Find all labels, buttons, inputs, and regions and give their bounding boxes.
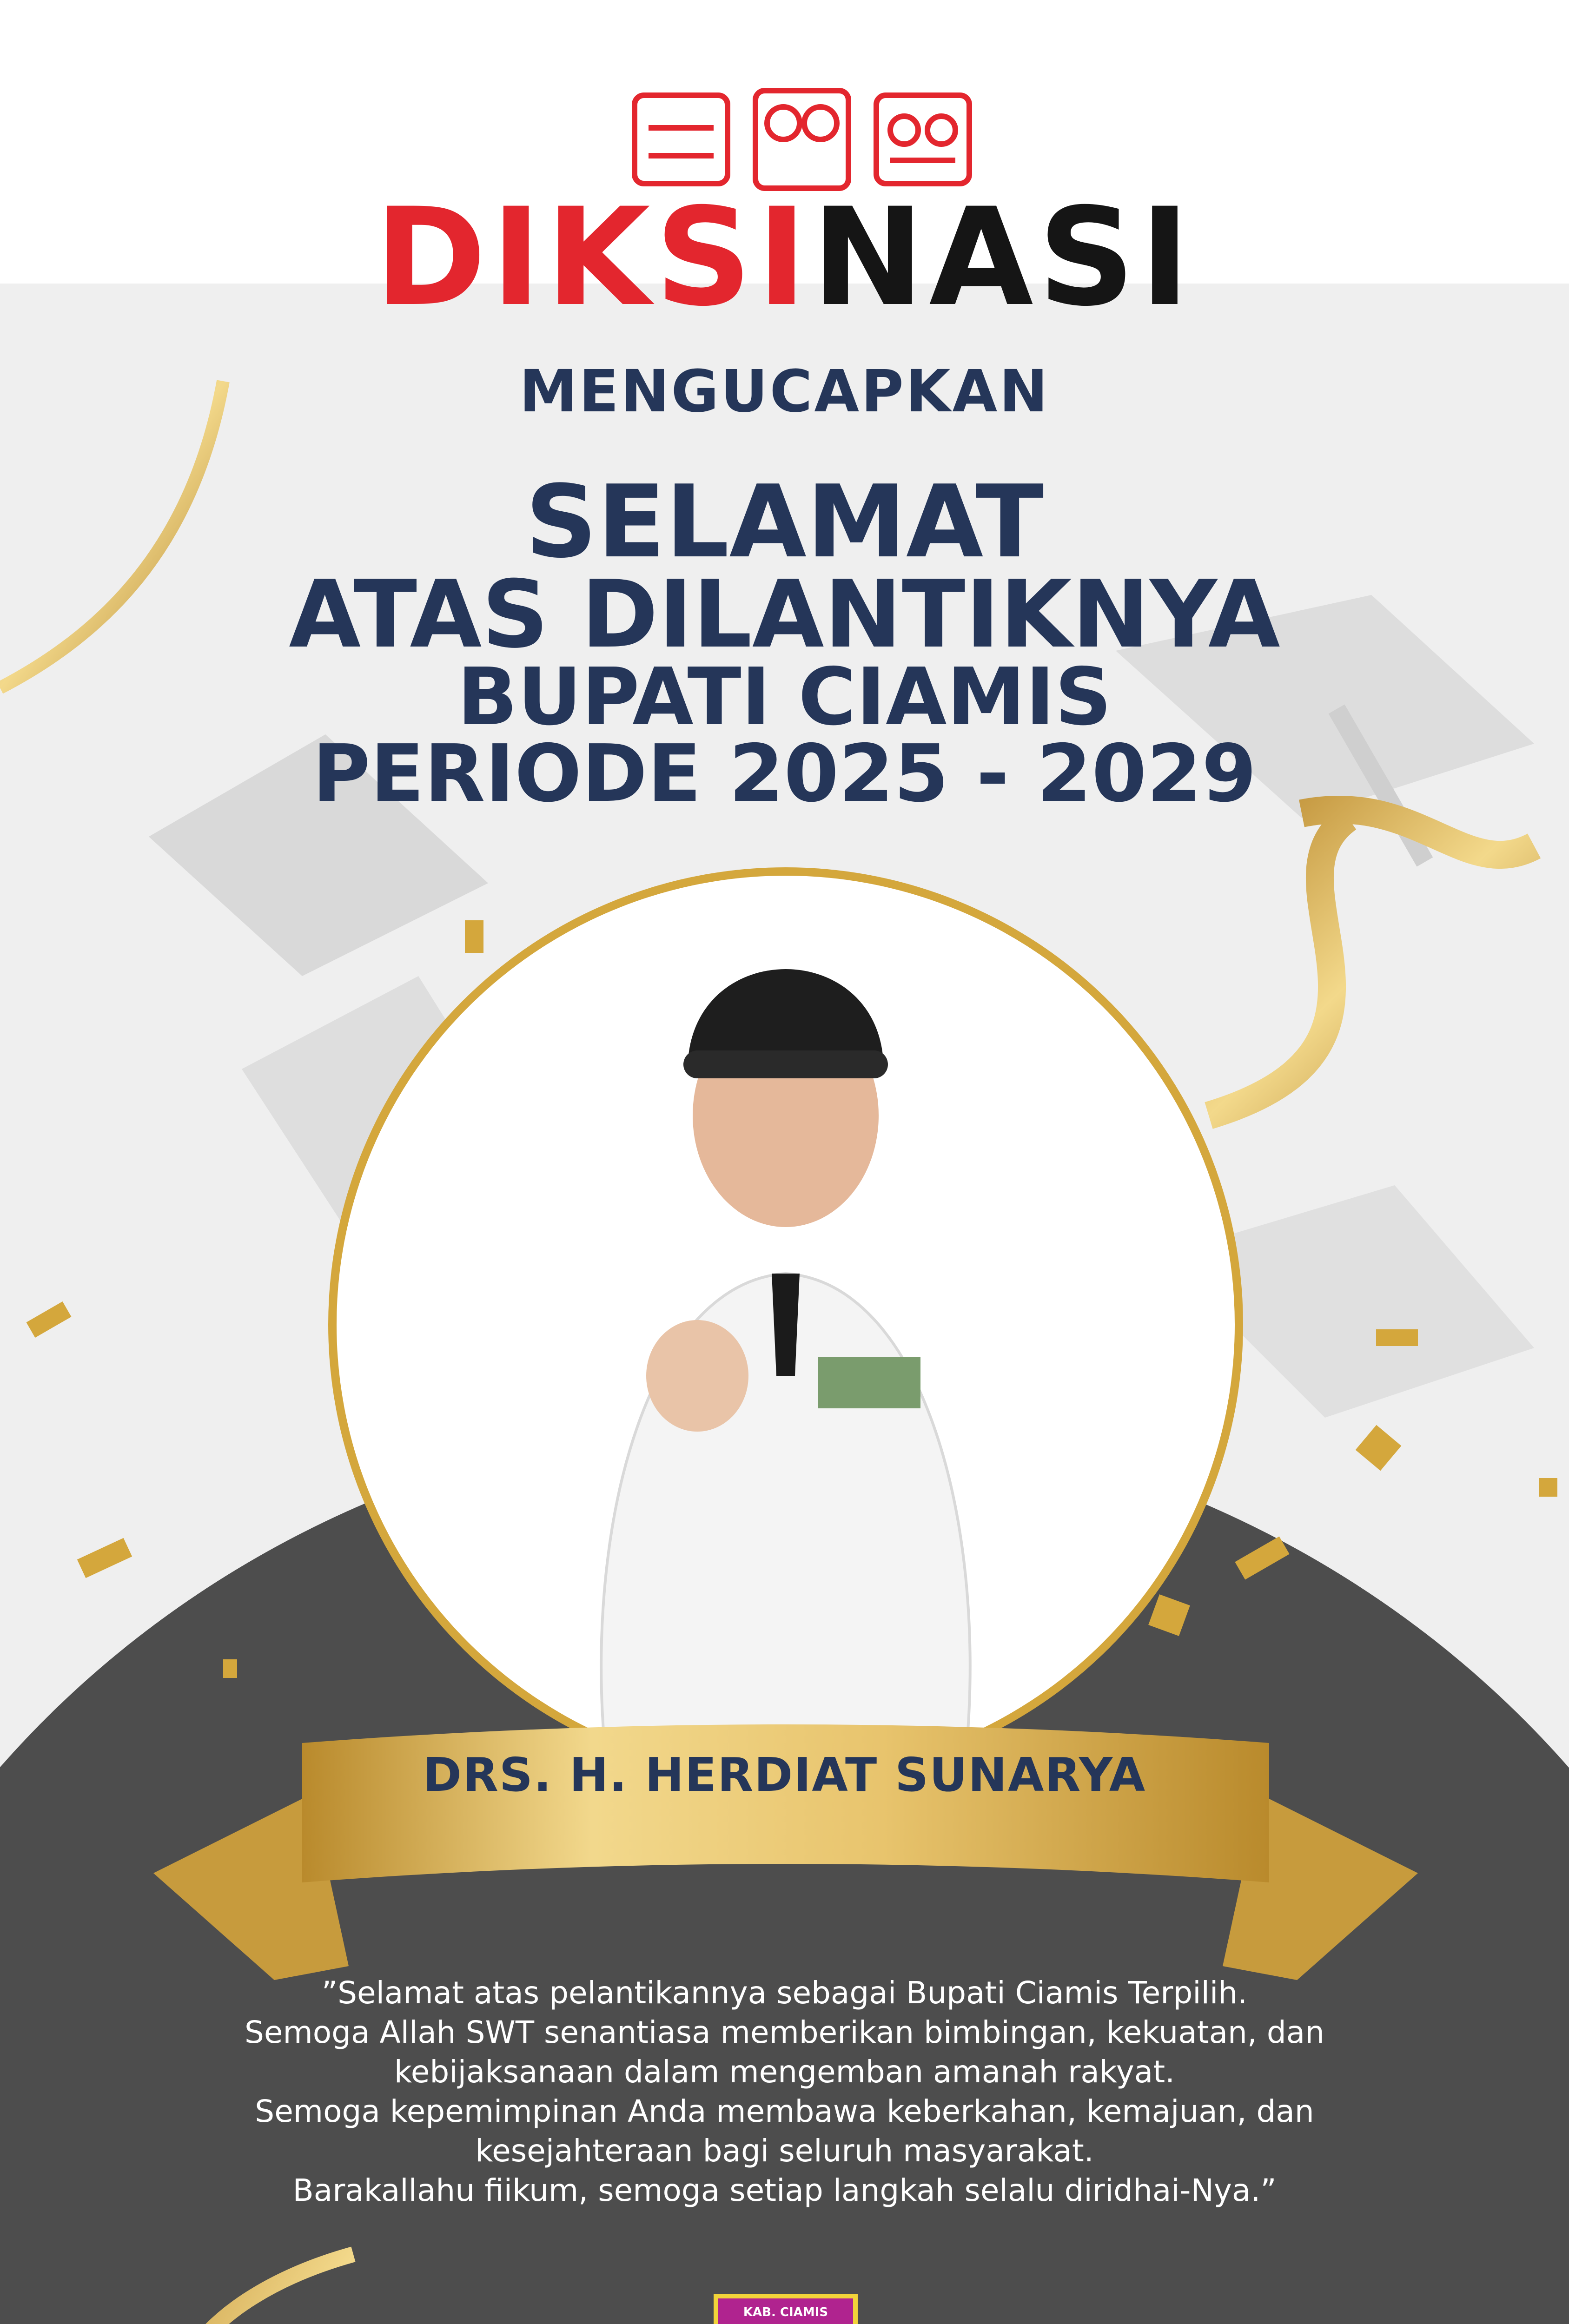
congratulation-message <box>195 1973 1374 2210</box>
message-line: Semoga kepemimpinan Anda membawa keberkahan, kemajuan, dan <box>255 2093 1314 2129</box>
message-line: Semoga Allah SWT senantiasa memberikan bimbingan, kekuatan, dan <box>245 2014 1324 2050</box>
portrait-frame <box>325 865 1246 1785</box>
diksinasi-mascot-icons <box>630 86 979 193</box>
title-line-1: SELAMAT <box>525 463 1044 580</box>
message-line: kebijaksanaan dalam mengemban amanah rakyat. <box>394 2054 1175 2090</box>
title-line-4: PERIODE 2025 - 2029 <box>312 728 1257 820</box>
logo-black-part: NASI <box>811 179 1195 336</box>
message-line: Barakallahu fiikum, semoga setiap langkah selalu diridhai-Nya.” <box>292 2172 1277 2208</box>
person-name: DRS. H. HERDIAT SUNARYA <box>423 1748 1146 1802</box>
logo-red-part: DIKSI <box>374 179 812 336</box>
title-line-2: ATAS DILANTIKNYA <box>289 561 1280 669</box>
message-line: ”Selamat atas pelantikannya sebagai Bupati Ciamis Terpilih. <box>321 1975 1248 2011</box>
name-ribbon <box>153 1687 1418 2013</box>
emblem-label: KAB. CIAMIS <box>743 2305 828 2319</box>
greeting-text: MENGUCAPKAN <box>519 358 1050 425</box>
diksinasi-logo <box>0 179 1569 336</box>
message-line: kesejahteraan bagi seluruh masyarakat. <box>475 2133 1094 2169</box>
title-line-3: BUPATI CIAMIS <box>457 651 1112 743</box>
